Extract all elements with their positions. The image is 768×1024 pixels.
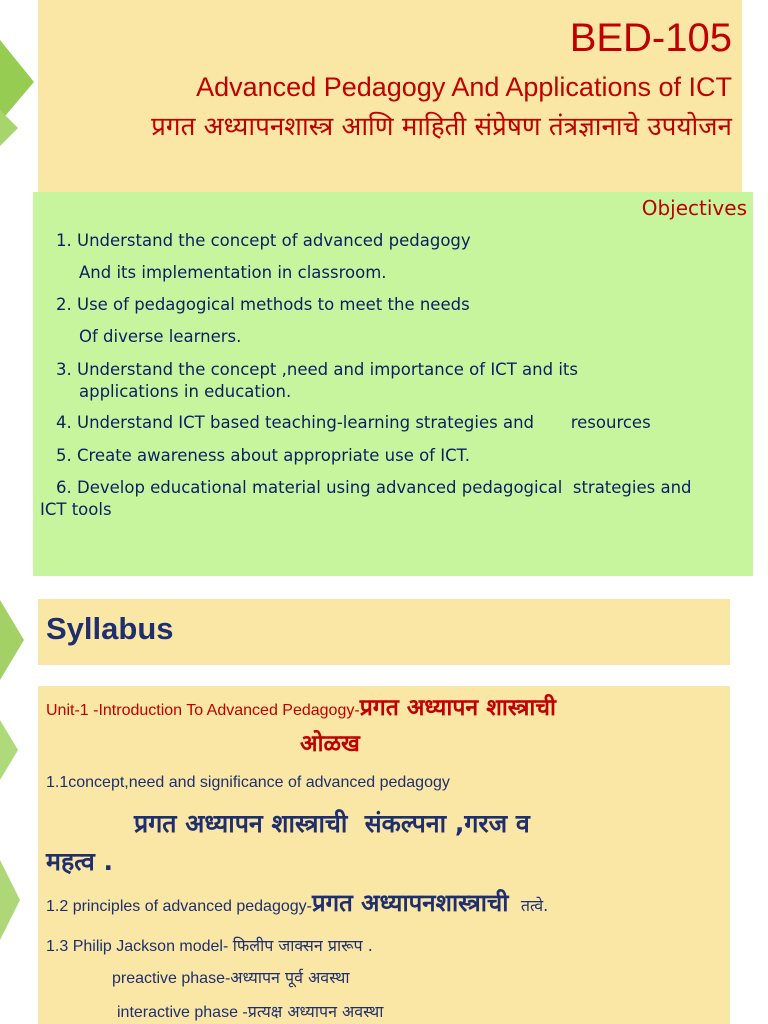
phase-preactive-marathi: अध्यापन पूर्व अवस्था — [230, 968, 350, 987]
objective-line: 1. Understand the concept of advanced pedagogy — [56, 231, 471, 250]
objective-line: applications in education. — [79, 382, 292, 401]
objective-line: 6. Develop educational material using advanced pedagogical strategies and — [56, 478, 692, 497]
objective-line: And its implementation in classroom. — [79, 263, 387, 282]
objective-line: 5. Create awareness about appropriate use of ICT. — [56, 446, 470, 465]
phase-preactive — [112, 966, 349, 988]
item-1-2 — [46, 886, 548, 919]
phase-interactive-english: interactive phase - — [117, 1004, 248, 1021]
course-title-english: Advanced Pedagogy And Applications of ICT — [196, 72, 732, 102]
unit-1-title-marathi: प्रगत अध्यापन शास्त्राची — [359, 695, 556, 721]
course-title-marathi: प्रगत अध्यापनशास्त्र आणि माहिती संप्रेषण तंत्रज्ञानाचे उपयोजन — [151, 112, 732, 142]
syllabus-panel — [38, 599, 730, 665]
course-code: BED-105 — [569, 16, 732, 60]
item-1-2-english: 1.2 principles of advanced pedagogy- — [46, 898, 312, 915]
slide-decoration-left-lower — [0, 600, 40, 1024]
item-1-2-suffix: तत्वे. — [520, 896, 549, 915]
phase-interactive — [117, 1000, 383, 1022]
objectives-panel — [33, 192, 753, 576]
objective-line: 2. Use of pedagogical methods to meet the needs — [56, 295, 470, 314]
title-slide-panel — [38, 0, 742, 194]
unit-1-panel — [38, 686, 730, 1024]
item-1-3-english: 1.3 Philip Jackson model- — [46, 938, 229, 955]
phase-interactive-marathi: प्रत्यक्ष अध्यापन अवस्था — [247, 1002, 384, 1021]
slide-decoration-left — [0, 0, 40, 200]
objective-line: 3. Understand the concept ,need and importance of ICT and its — [56, 360, 578, 379]
item-1-3 — [46, 934, 373, 956]
item-1-3-marathi: फिलीप जाक्सन प्रारूप . — [232, 936, 373, 955]
item-1-2-marathi: प्रगत अध्यापनशास्त्राची — [311, 889, 509, 917]
objective-line: 4. Understand ICT based teaching-learning strategies and resources — [56, 413, 651, 432]
syllabus-heading: Syllabus — [46, 611, 174, 646]
phase-preactive-english: preactive phase- — [112, 970, 231, 987]
unit-1-title — [46, 690, 556, 722]
unit-1-title-marathi-cont: ओळख — [300, 731, 360, 757]
objective-line: Of diverse learners. — [79, 327, 242, 346]
objectives-heading: Objectives — [641, 196, 747, 220]
objective-line: ICT tools — [40, 500, 112, 519]
unit-1-title-english: Unit-1 -Introduction To Advanced Pedagogy- — [46, 702, 360, 719]
item-1-1-marathi-cont: महत्व . — [46, 847, 113, 876]
item-1-1-english: 1.1concept,need and significance of advanced pedagogy — [46, 774, 450, 791]
item-1-1-marathi: प्रगत अध्यापन शास्त्राची संकल्पना ,गरज व — [134, 809, 530, 838]
